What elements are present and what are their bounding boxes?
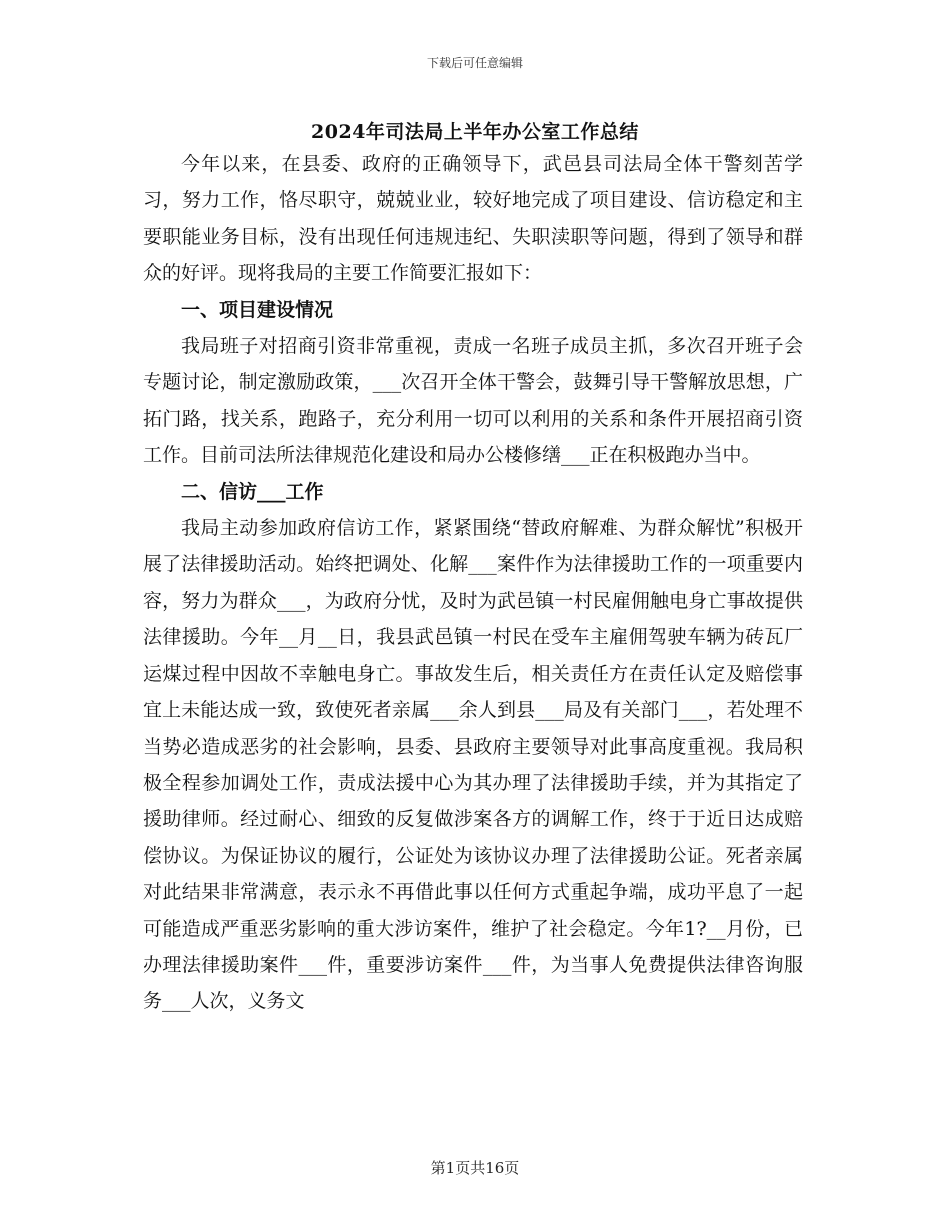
page-header-note: 下载后可任意编辑 bbox=[426, 56, 523, 70]
document-title: 2024年司法局上半年办公室工作总结 bbox=[311, 121, 639, 143]
page-footer-number: 第1页共16页 bbox=[430, 1159, 520, 1177]
section-heading-petition: 二、信访___工作 bbox=[181, 480, 324, 503]
intro-paragraph: 今年以来，在县委、政府的正确领导下，武邑县司法局全体干警刻苦学习，努力工作，恪尽职守，兢兢业业，较好地完成了项目建设、信访稳定和主要职能业务目标，没有出现任何违规违纪、失职渎职等问题，得到了领导和群众的好评。现将我局的主要工作简要汇报如下： bbox=[143, 153, 803, 285]
section-heading-project: 一、项目建设情况 bbox=[181, 298, 334, 321]
document-body bbox=[143, 146, 803, 1020]
section-body-petition: 我局主动参加政府信访工作，紧紧围绕“替政府解难、为群众解忧”积极开展了法律援助活动。始终把调处、化解___案件作为法律援助工作的一项重要内容，努力为群众___，为政府分忧，及时为武邑镇一村民雇佣触电身亡事故提供法律援助。今年__月__日，我县武邑镇一村民在受车主雇佣驾驶车辆为砖瓦厂运煤过程中因故不幸触电身亡。事故发生后，相关责任方在责任认定及赔偿事宜上未能达成一致，致使死者亲属___余人到县___局及有关部门___，若处理不当势必造成恶劣的社会影响，县委、县政府主要领导对此事高度重视。我局积极全程参加调处工作，责成法援中心为其办理了法律援助手续，并为其指定了援助律师。经过耐心、细致的反复做涉案各方的调解工作，终于于近日达成赔偿协议。为保证协议的履行，公证处为该协议办理了法律援助公证。死者亲属对此结果非常满意，表示永不再借此事以任何方式重起争端，成功平息了一起可能造成严重恶劣影响的重大涉访案件，维护了社会稳定。今年1?__月份，已办理法律援助案件___件，重要涉访案件___件，为当事人免费提供法律咨询服务___人次，义务文 bbox=[143, 517, 803, 1013]
section-body-project: 我局班子对招商引资非常重视，责成一名班子成员主抓，多次召开班子会专题讨论，制定激励政策，___次召开全体干警会，鼓舞引导干警解放思想，广拓门路，找关系，跑路子，充分利用一切可以利用的关系和条件开展招商引资工作。目前司法所法律规范化建设和局办公楼修缮___正在积极跑办当中。 bbox=[143, 335, 803, 467]
